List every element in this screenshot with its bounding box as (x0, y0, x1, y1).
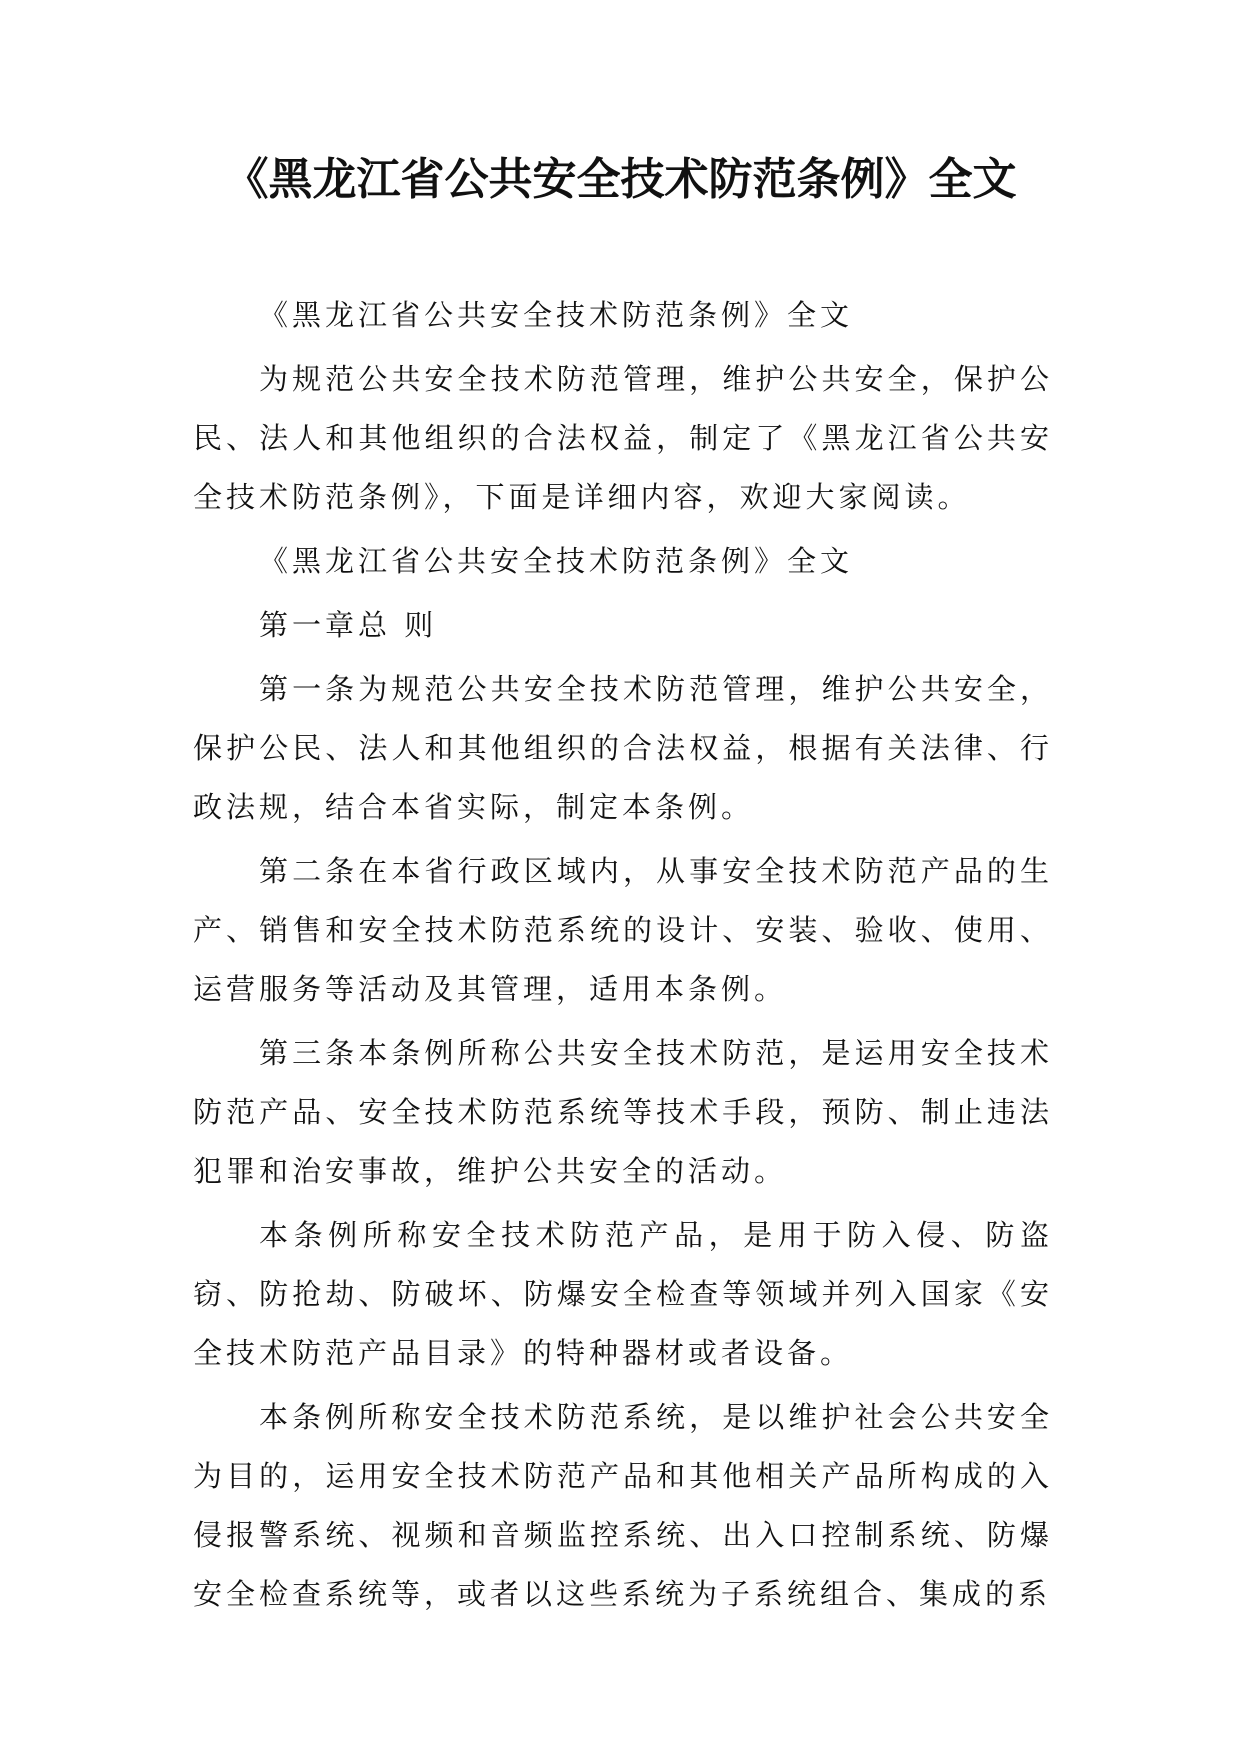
article-1: 第一条为规范公共安全技术防范管理，维护公共安全，保护公民、法人和其他组织的合法权益，根据有关法律、行政法规，结合本省实际，制定本条例。 (193, 672, 1053, 824)
paragraph-heading-repeat: 《黑龙江省公共安全技术防范条例》全文 (259, 298, 854, 332)
document-title: 《黑龙江省公共安全技术防范条例》全文 (224, 154, 1017, 205)
chapter-heading: 第一章总 则 (259, 608, 438, 642)
document-body (193, 286, 1053, 1629)
article-2: 第二条在本省行政区域内，从事安全技术防范产品的生产、销售和安全技术防范系统的设计、安装、验收、使用、运营服务等活动及其管理，适用本条例。 (193, 854, 1053, 1006)
article-3: 第三条本条例所称公共安全技术防范，是运用安全技术防范产品、安全技术防范系统等技术手段，预防、制止违法犯罪和治安事故，维护公共安全的活动。 (193, 1036, 1053, 1188)
article-3-products-definition: 本条例所称安全技术防范产品，是用于防入侵、防盗窃、防抢劫、防破坏、防爆安全检查等领域并列入国家《安全技术防范产品目录》的特种器材或者设备。 (193, 1218, 1053, 1370)
article-3-systems-definition: 本条例所称安全技术防范系统，是以维护社会公共安全为目的，运用安全技术防范产品和其他相关产品所构成的入侵报警系统、视频和音频监控系统、出入口控制系统、防爆安全检查系统等，或者以这些系统为子系统组合、集成的系 (193, 1400, 1053, 1611)
paragraph-intro: 为规范公共安全技术防范管理，维护公共安全，保护公民、法人和其他组织的合法权益，制定了《黑龙江省公共安全技术防范条例》，下面是详细内容，欢迎大家阅读。 (193, 362, 1053, 514)
paragraph-heading-repeat: 《黑龙江省公共安全技术防范条例》全文 (259, 544, 854, 578)
